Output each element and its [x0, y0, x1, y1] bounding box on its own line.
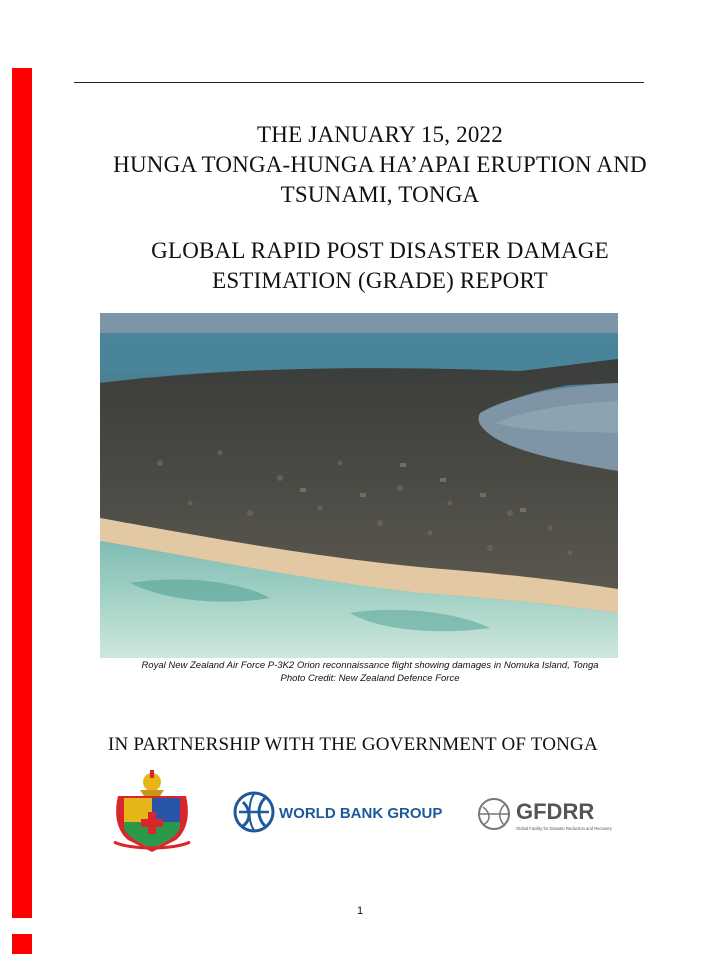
world-bank-group-logo: [233, 790, 447, 834]
page-number: 1: [356, 905, 364, 917]
photo-credit: Photo Credit: New Zealand Defence Force: [280, 673, 460, 684]
gfdrr-logo: [476, 795, 636, 835]
aerial-photo-illustration: [100, 313, 618, 658]
gfdrr-sublabel: Global Facility for Disaster Reduction and Recovery: [516, 826, 612, 831]
gfdrr-label: GFDRR: [516, 799, 595, 824]
partnership-statement: IN PARTNERSHIP WITH THE GOVERNMENT OF TONGA: [108, 734, 598, 755]
subtitle-line-1: GLOBAL RAPID POST DISASTER DAMAGE: [151, 238, 609, 263]
red-accent-bar: [12, 68, 32, 918]
title-line-1: THE JANUARY 15, 2022: [257, 122, 503, 147]
title-line-3: TSUNAMI, TONGA: [280, 182, 480, 207]
title-line-2: HUNGA TONGA-HUNGA HA’APAI ERUPTION AND: [113, 152, 647, 177]
header-rule: [74, 82, 644, 83]
subtitle-line-2: ESTIMATION (GRADE) REPORT: [212, 268, 548, 293]
aerial-photo-nomuka-island: [100, 313, 618, 658]
tonga-coat-of-arms-icon: [110, 768, 194, 854]
gfdrr-globe-icon: [476, 795, 636, 835]
world-bank-globe-icon: [233, 790, 447, 834]
red-accent-square: [12, 934, 32, 954]
photo-caption: Royal New Zealand Air Force P-3K2 Orion reconnaissance flight showing damages in Nomuka Island, Tonga: [141, 660, 599, 671]
world-bank-label: WORLD BANK GROUP: [279, 805, 443, 822]
